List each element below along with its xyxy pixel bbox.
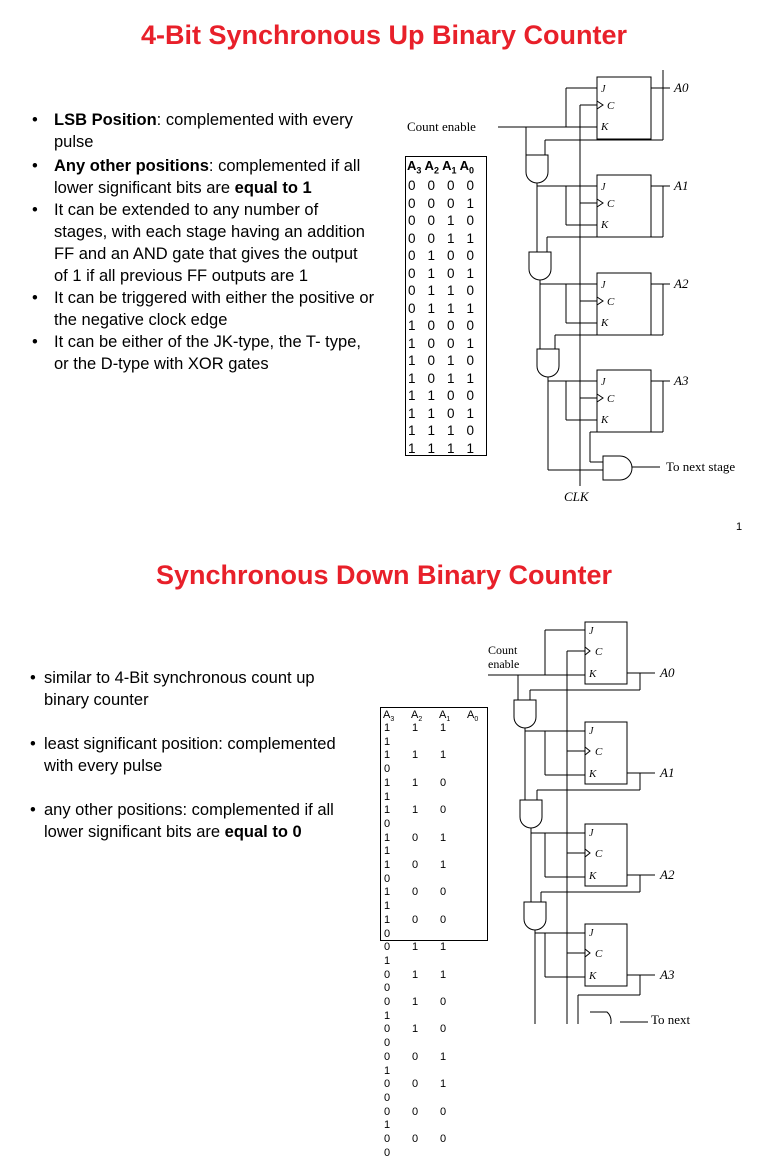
- table-cell: 0: [408, 195, 417, 211]
- bullet-dot: •: [32, 111, 38, 129]
- truth-table-rows: [384, 722, 487, 1161]
- table-cell: 1: [408, 353, 417, 368]
- table-cell: 0: [447, 388, 456, 403]
- output-a2-label: A2: [660, 867, 675, 882]
- table-cell: 1: [384, 790, 391, 803]
- pin-j-label: J: [601, 84, 606, 95]
- table-cell: 0: [384, 1091, 391, 1104]
- table-cell: 1: [384, 749, 391, 762]
- table-cell: 1: [466, 370, 475, 386]
- pin-j-label: J: [589, 726, 594, 737]
- table-cell: 0: [412, 1133, 419, 1146]
- table-cell: 0: [384, 1050, 391, 1063]
- output-a3-label: A3: [674, 373, 689, 388]
- table-cell: 1: [427, 300, 436, 316]
- slide1-bullet-3: • It can be triggered with either the positive or the negative clock edge: [32, 289, 375, 329]
- table-cell: 0: [412, 1105, 419, 1118]
- clk-label: CLK: [564, 489, 589, 504]
- table-cell: 1: [384, 845, 391, 858]
- table-cell: 0: [384, 1078, 391, 1091]
- pin-c-label: C: [595, 646, 603, 658]
- table-cell: 0: [412, 1078, 419, 1091]
- table-cell: 0: [412, 913, 419, 926]
- table-cell: 1: [466, 195, 475, 211]
- table-row: [384, 1133, 487, 1160]
- table-cell: 1: [447, 300, 456, 316]
- table-cell: 0: [408, 230, 417, 246]
- table-row: [384, 886, 487, 913]
- slide1-bullet-0: • LSB Position: complemented with every pulse: [32, 111, 353, 151]
- slide2-counter-diagram: [480, 615, 768, 1024]
- pin-c-label: C: [595, 746, 603, 758]
- table-cell: 1: [384, 804, 391, 817]
- table-cell: 1: [408, 388, 417, 403]
- table-cell: 1: [427, 405, 436, 421]
- pin-j-label: J: [589, 928, 594, 939]
- table-cell: 1: [440, 749, 447, 762]
- table-cell: 0: [440, 804, 447, 817]
- table-row: [384, 859, 487, 886]
- table-cell: 0: [440, 1133, 447, 1146]
- slide1-title: 4-Bit Synchronous Up Binary Counter: [140, 20, 628, 50]
- table-cell: 1: [447, 283, 456, 298]
- table-cell: 0: [466, 353, 475, 368]
- table-cell: 0: [427, 230, 436, 246]
- pin-k-label: K: [589, 870, 597, 882]
- table-cell: 1: [408, 318, 417, 333]
- slide2-truth-table: [380, 707, 488, 1159]
- table-cell: 1: [440, 1078, 447, 1091]
- count-enable-label-line1: Count: [488, 643, 518, 657]
- table-row: [384, 722, 487, 749]
- table-cell: 1: [427, 265, 436, 281]
- table-cell: 0: [384, 763, 391, 776]
- table-cell: 1: [408, 335, 417, 351]
- table-cell: 1: [466, 440, 475, 456]
- table-row: [384, 1106, 487, 1133]
- table-cell: 0: [466, 213, 475, 228]
- table-cell: 1: [412, 968, 419, 981]
- output-a0-label: A0: [660, 665, 675, 680]
- table-cell: 1: [447, 230, 456, 246]
- table-cell: 0: [440, 886, 447, 899]
- table-row: [384, 914, 487, 941]
- table-cell: 0: [384, 1146, 391, 1159]
- table-cell: 1: [466, 300, 475, 316]
- pin-c-label: C: [607, 296, 615, 308]
- output-a2-label: A2: [674, 276, 689, 291]
- table-cell: 0: [466, 178, 475, 193]
- slide2-title: Synchronous Down Binary Counter: [155, 560, 613, 590]
- table-cell: 1: [408, 440, 417, 456]
- table-cell: 0: [440, 913, 447, 926]
- table-row: [384, 969, 487, 996]
- slide1-bullet-1: • Any other positions: complemented if all lower significant bits are equal to 1: [32, 157, 361, 197]
- table-cell: 0: [384, 927, 391, 940]
- table-cell: 1: [440, 1050, 447, 1063]
- count-enable-label-line2: enable: [488, 657, 520, 671]
- table-cell: 0: [447, 195, 456, 211]
- table-cell: 1: [447, 213, 456, 228]
- table-cell: 1: [384, 776, 391, 789]
- table-row: [384, 804, 487, 831]
- table-cell: 1: [384, 913, 391, 926]
- slide2-bullet-2: • any other positions: complemented if all lower significant bits are equal to 0: [30, 801, 334, 841]
- table-cell: 0: [412, 1050, 419, 1063]
- table-cell: 0: [384, 982, 391, 995]
- pin-c-label: C: [607, 393, 615, 405]
- table-cell: 1: [466, 335, 475, 351]
- table-cell: 1: [384, 1064, 391, 1077]
- pin-c-label: C: [595, 848, 603, 860]
- truth-table-header: $A_3$ $A_2$ $A_1$ $A_0$: [383, 709, 479, 724]
- pin-j-label: J: [589, 626, 594, 637]
- pin-j-label: J: [601, 182, 606, 193]
- table-cell: 0: [384, 996, 391, 1009]
- table-cell: 0: [384, 1037, 391, 1050]
- bullet-dot: •: [30, 669, 36, 687]
- table-cell: 0: [447, 265, 456, 281]
- pin-j-label: J: [601, 280, 606, 291]
- table-row: [384, 832, 487, 859]
- table-row: [384, 1023, 487, 1050]
- table-cell: 0: [384, 817, 391, 830]
- table-cell: 0: [447, 178, 456, 193]
- table-cell: 1: [440, 941, 447, 954]
- table-cell: 1: [427, 423, 436, 438]
- table-cell: 0: [427, 195, 436, 211]
- table-cell: 1: [412, 776, 419, 789]
- table-cell: 1: [466, 265, 475, 281]
- table-cell: 0: [384, 941, 391, 954]
- bullet-dot: •: [32, 157, 38, 175]
- table-cell: 1: [440, 722, 447, 734]
- table-cell: 0: [384, 1105, 391, 1118]
- table-cell: 1: [447, 440, 456, 456]
- table-cell: 1: [447, 370, 456, 386]
- pin-k-label: K: [601, 317, 609, 329]
- bullet-dot: •: [30, 801, 36, 819]
- table-cell: 0: [427, 353, 436, 368]
- output-a0-label: A0: [674, 80, 689, 95]
- table-cell: 0: [408, 283, 417, 298]
- slide1-counter-diagram: [400, 70, 760, 510]
- table-cell: 1: [408, 370, 417, 386]
- pin-k-label: K: [601, 219, 609, 231]
- table-cell: 1: [412, 941, 419, 954]
- pin-c-label: C: [595, 948, 603, 960]
- table-cell: 0: [440, 1023, 447, 1036]
- table-cell: 1: [384, 886, 391, 899]
- output-a1-label: A1: [660, 765, 675, 780]
- table-cell: 0: [440, 1105, 447, 1118]
- table-cell: 1: [384, 859, 391, 872]
- table-cell: 1: [447, 353, 456, 368]
- next-stage-label: To next: [651, 1012, 691, 1024]
- table-cell: 1: [384, 831, 391, 844]
- slide1-bullet-list: [30, 109, 375, 375]
- table-cell: 0: [408, 265, 417, 281]
- slide2-bullet-0: • similar to 4-Bit synchronous count up binary counter: [30, 669, 315, 709]
- slide2-bullet-list: [30, 667, 340, 865]
- table-cell: 0: [427, 318, 436, 333]
- table-cell: 1: [440, 968, 447, 981]
- table-cell: 0: [427, 178, 436, 193]
- table-cell: 1: [412, 722, 419, 734]
- table-cell: 1: [408, 423, 417, 438]
- table-cell: 0: [384, 872, 391, 885]
- table-cell: 0: [466, 318, 475, 333]
- table-cell: 0: [412, 859, 419, 872]
- table-cell: 1: [412, 804, 419, 817]
- table-cell: 0: [447, 248, 456, 263]
- table-cell: 0: [466, 248, 475, 263]
- slide1-bullet-4: • It can be either of the JK-type, the T- type, or the D-type with XOR gates: [32, 333, 361, 373]
- table-cell: 1: [384, 1119, 391, 1132]
- output-a3-label: A3: [660, 967, 675, 982]
- bullet-dot: •: [32, 333, 38, 351]
- table-row: [384, 941, 487, 968]
- table-cell: 0: [408, 248, 417, 263]
- table-cell: 1: [447, 423, 456, 438]
- table-cell: 0: [408, 213, 417, 228]
- table-row: [384, 749, 487, 776]
- table-cell: 1: [427, 283, 436, 298]
- table-row: [384, 1078, 487, 1105]
- pin-k-label: K: [589, 668, 597, 680]
- table-cell: 0: [427, 213, 436, 228]
- output-a1-label: A1: [674, 178, 689, 193]
- table-cell: 1: [408, 405, 417, 421]
- table-cell: 1: [466, 230, 475, 246]
- table-cell: 1: [440, 831, 447, 844]
- table-cell: 0: [447, 405, 456, 421]
- table-cell: 1: [384, 735, 391, 748]
- bullet-dot: •: [30, 735, 36, 753]
- bullet-dot: •: [32, 289, 38, 307]
- table-cell: 0: [427, 335, 436, 351]
- slide1-bullet-2: • It can be extended to any number of stages, with each stage having an addition FF and an AND gate that gives the output of 1 if all previous FF outputs are 1: [32, 201, 365, 285]
- table-cell: 0: [447, 335, 456, 351]
- pin-c-label: C: [607, 100, 615, 112]
- table-cell: 0: [466, 283, 475, 298]
- table-cell: 1: [427, 388, 436, 403]
- table-cell: 0: [412, 831, 419, 844]
- table-cell: 0: [384, 968, 391, 981]
- table-cell: 0: [427, 370, 436, 386]
- table-cell: 0: [466, 423, 475, 438]
- pin-k-label: K: [589, 768, 597, 780]
- page-number: 1: [736, 521, 743, 533]
- pin-k-label: K: [601, 121, 609, 133]
- bullet-dot: •: [32, 201, 38, 219]
- pin-j-label: J: [589, 828, 594, 839]
- pin-k-label: K: [589, 970, 597, 982]
- table-cell: 0: [384, 1133, 391, 1146]
- table-cell: 1: [412, 1023, 419, 1036]
- table-cell: 0: [408, 300, 417, 316]
- table-cell: 1: [466, 405, 475, 421]
- table-cell: 0: [440, 996, 447, 1009]
- table-cell: 1: [427, 248, 436, 263]
- pin-j-label: J: [601, 377, 606, 388]
- table-cell: 0: [408, 178, 417, 193]
- table-cell: 1: [384, 954, 391, 967]
- table-cell: 1: [440, 859, 447, 872]
- table-cell: 0: [466, 388, 475, 403]
- table-row: [384, 777, 487, 804]
- table-cell: 1: [412, 996, 419, 1009]
- table-row: [384, 996, 487, 1023]
- pin-c-label: C: [607, 198, 615, 210]
- table-cell: 0: [440, 776, 447, 789]
- table-cell: 0: [447, 318, 456, 333]
- slide2-bullet-1: • least significant position: complemented with every pulse: [30, 735, 336, 775]
- table-cell: 1: [384, 1009, 391, 1022]
- count-enable-label: Count enable: [407, 119, 476, 134]
- table-cell: 1: [427, 440, 436, 456]
- table-row: [384, 1051, 487, 1078]
- table-cell: 1: [412, 749, 419, 762]
- table-cell: 1: [384, 722, 391, 734]
- next-stage-label: To next stage: [666, 459, 736, 474]
- truth-table-header: $A_3$ $A_2$ $A_1$ $A_0$: [407, 158, 475, 176]
- pin-k-label: K: [601, 414, 609, 426]
- table-cell: 1: [384, 900, 391, 913]
- table-cell: 0: [384, 1023, 391, 1036]
- table-cell: 0: [412, 886, 419, 899]
